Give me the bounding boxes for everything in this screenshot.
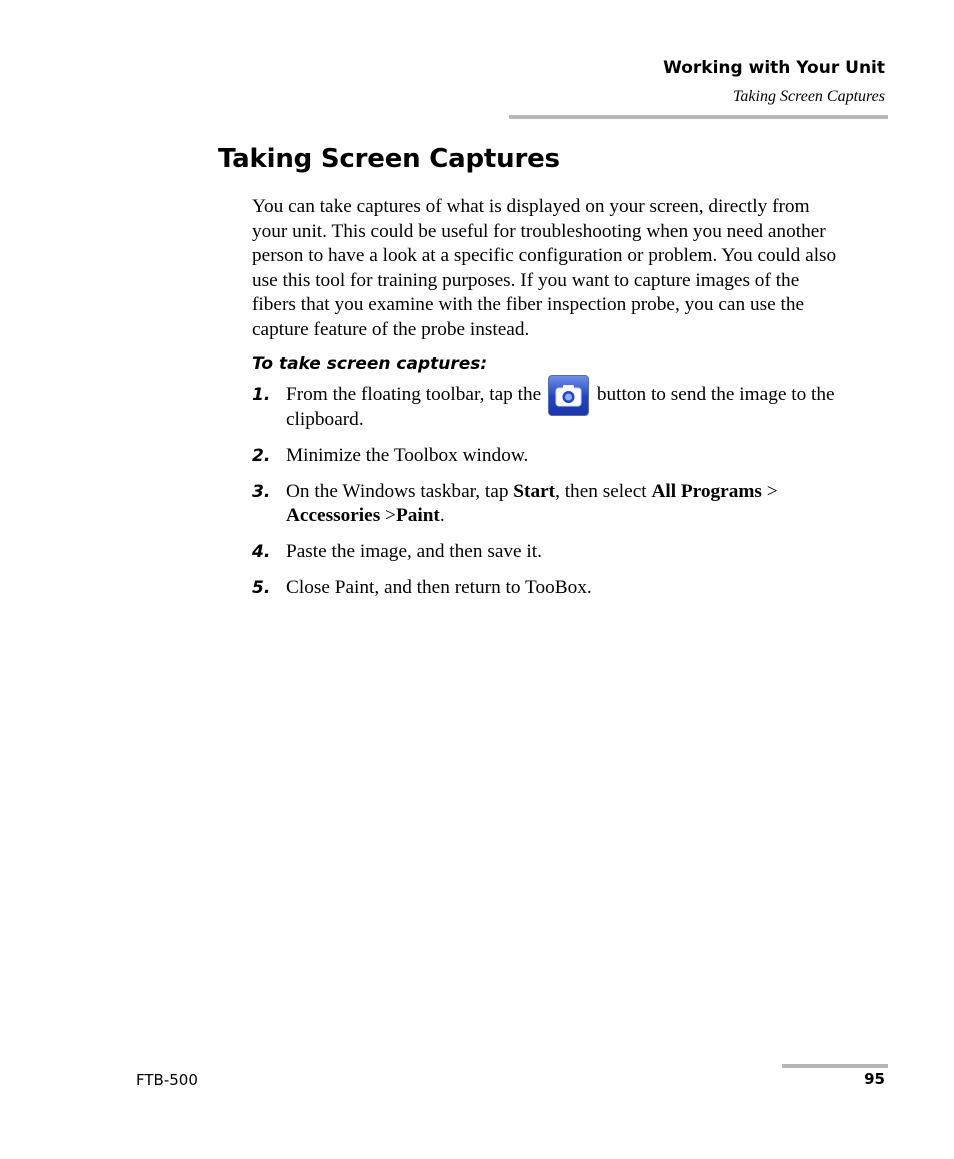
- step-number: 4.: [252, 542, 271, 562]
- intro-line: person to have a look at a specific configuration or problem. You could also: [252, 245, 837, 267]
- page-title: Taking Screen Captures: [218, 144, 560, 174]
- step-text: button to send the image to the: [596, 384, 835, 405]
- intro-line: fibers that you examine with the fiber inspection probe, you can use the: [252, 294, 805, 316]
- step-3: [286, 480, 778, 505]
- step-5: Close Paint, and then return to TooBox.: [286, 577, 592, 598]
- step-text: On the Windows taskbar, tap: [286, 481, 514, 502]
- camera-icon: [548, 375, 589, 416]
- step-text: , then select: [555, 481, 652, 502]
- header-rule: [509, 115, 888, 119]
- intro-line: You can take captures of what is displayed on your screen, directly from: [252, 196, 810, 217]
- page-number: 95: [864, 1070, 885, 1088]
- menu-item-accessories: Accessories: [286, 505, 381, 526]
- step-2: Minimize the Toolbox window.: [286, 445, 529, 466]
- menu-item-paint: Paint: [395, 505, 440, 526]
- intro-paragraph: [252, 195, 892, 343]
- step-4: Paste the image, and then save it.: [286, 541, 542, 562]
- step-text: .: [439, 505, 445, 526]
- menu-item-start: Start: [513, 481, 556, 502]
- running-header-section: Taking Screen Captures: [733, 88, 885, 105]
- step-text: >: [380, 505, 396, 526]
- footer-rule: [782, 1064, 888, 1068]
- intro-line: use this tool for training purposes. If you want to capture images of the: [252, 269, 800, 291]
- running-header-chapter: Working with Your Unit: [663, 58, 885, 78]
- intro-line: capture feature of the probe instead.: [252, 318, 530, 340]
- step-number: 1.: [252, 385, 271, 405]
- procedure-title: To take screen captures:: [252, 354, 488, 374]
- step-1-continued: clipboard.: [286, 409, 364, 430]
- menu-item-all-programs: All Programs: [651, 481, 762, 502]
- intro-line: your unit. This could be useful for troubleshooting when you need another: [252, 220, 826, 242]
- footer-product: FTB-500: [136, 1071, 198, 1089]
- step-3-continued: [286, 504, 445, 529]
- step-number: 5.: [252, 578, 271, 598]
- step-1: [286, 383, 835, 408]
- step-text: >: [761, 481, 778, 502]
- step-number: 2.: [252, 446, 271, 466]
- step-number: 3.: [252, 482, 271, 502]
- step-text: From the floating toolbar, tap the: [286, 384, 542, 405]
